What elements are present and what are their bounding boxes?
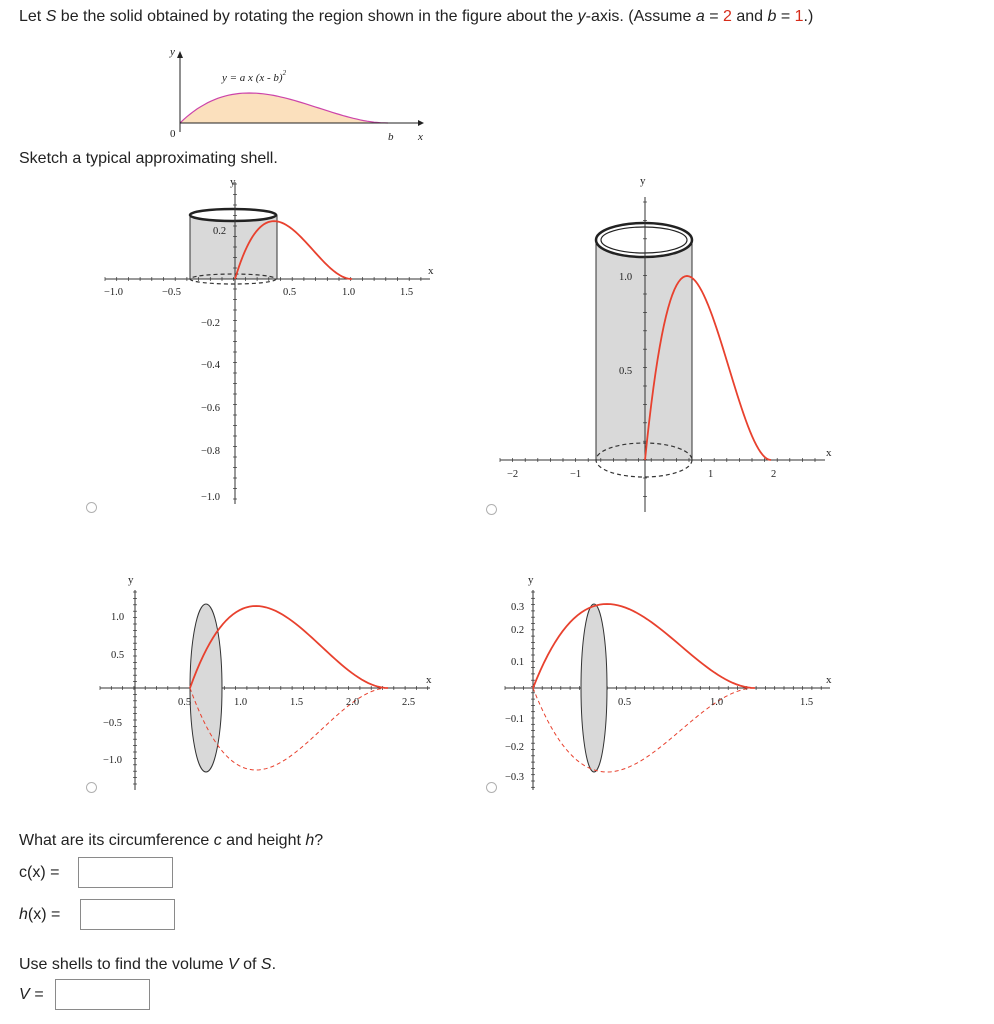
option-a-y-tick-label: −0.6	[201, 403, 221, 414]
option-b-x-tick-label: −1	[570, 469, 582, 480]
option-d-y-tick-label: −0.2	[505, 742, 525, 753]
option-b-graph	[490, 172, 850, 517]
option-c-graph	[90, 570, 450, 800]
intro-a-var: a	[695, 8, 705, 25]
option-d-x-label: x	[826, 674, 832, 686]
region-equation: y = a x (x - b)$^2$	[222, 69, 287, 84]
v-label-text: V =	[19, 986, 44, 1003]
region-figure	[150, 40, 450, 150]
option-a-radio[interactable]	[86, 502, 97, 513]
option-b-y-label: y	[640, 175, 646, 187]
option-a-y-tick-label: −0.8	[201, 446, 221, 457]
region-origin-label: 0	[170, 128, 176, 140]
option-b-x-tick-label: −2	[507, 469, 519, 480]
option-c-shell	[190, 604, 222, 772]
option-c-radio[interactable]	[86, 782, 97, 793]
a-value: 2	[723, 8, 732, 25]
volume-v-var: V	[228, 956, 239, 973]
option-a-x-label: x	[428, 265, 434, 277]
option-c-y-label: y	[128, 574, 134, 586]
region-x-arrow	[418, 120, 424, 126]
region-b-label: b	[388, 131, 394, 143]
option-a-graph	[90, 172, 450, 517]
intro-y-var: y	[577, 8, 586, 25]
option-d-curve-top	[533, 604, 755, 688]
intro-and: and	[731, 8, 768, 25]
intro-eq1: =	[704, 8, 723, 25]
option-c-y-tick-label: −1.0	[103, 755, 123, 766]
v-input[interactable]	[55, 979, 150, 1010]
option-c-y-tick-label: 0.5	[111, 650, 125, 661]
sketch-prompt: Sketch a typical approximating shell.	[19, 150, 278, 167]
circ-text-after: ?	[314, 832, 324, 849]
region-y-label: y	[170, 46, 175, 58]
intro-axis-word: -axis. (Assume	[585, 8, 696, 25]
option-c-x-tick-label: 0.5	[178, 697, 192, 708]
c-input[interactable]	[78, 857, 173, 888]
option-a-y-tick-label: −1.0	[201, 492, 221, 503]
circ-h-var: h	[305, 832, 315, 849]
volume-mid: of	[238, 956, 261, 973]
option-b-radio[interactable]	[486, 504, 497, 515]
option-a-x-tick-label: −1.0	[104, 287, 124, 298]
option-a-x-tick-label: −0.5	[162, 287, 182, 298]
option-d-x-tick-label: 1.0	[710, 697, 724, 708]
option-b-y-tick-label: 0.5	[619, 366, 633, 377]
intro-close: .)	[803, 8, 814, 25]
h-label-fn: h	[19, 906, 28, 923]
option-a-shell-top	[190, 209, 276, 221]
option-d-y-tick-label: 0.3	[511, 602, 525, 613]
c-label-fn: c	[19, 864, 27, 881]
option-a-x-tick-label: 1.5	[400, 287, 414, 298]
volume-before: Use shells to find the volume	[19, 956, 228, 973]
option-d-y-tick-label: −0.1	[505, 714, 525, 725]
volume-after: .	[271, 956, 277, 973]
option-c-x-tick-label: 2.0	[346, 697, 360, 708]
intro-b-var: b	[767, 8, 777, 25]
intro-mid: be the solid obtained by rotating the region shown in the figure about the	[56, 8, 578, 25]
option-a-y-label: y	[230, 176, 236, 188]
option-b-shell-top	[596, 223, 692, 257]
option-a-y-tick-label: −0.4	[201, 360, 221, 371]
question-intro	[19, 8, 813, 26]
circumference-question	[19, 832, 323, 850]
volume-prompt	[19, 956, 276, 974]
option-d-y-label: y	[528, 574, 534, 586]
v-label	[19, 986, 43, 1004]
option-b-shell-body	[596, 240, 692, 460]
circ-text-before: What are its circumference	[19, 832, 214, 849]
option-d-x-tick-label: 1.5	[800, 697, 814, 708]
option-a-x-tick-label: 0.5	[283, 287, 297, 298]
circ-c-var: c	[213, 832, 222, 849]
option-c-x-label: x	[426, 674, 432, 686]
option-c-y-tick-label: 1.0	[111, 612, 125, 623]
c-label	[19, 864, 59, 882]
option-a-x-tick-label: 1.0	[342, 287, 356, 298]
option-b-x-tick-label: 2	[771, 469, 777, 480]
option-d-x-tick-label: 0.5	[618, 697, 632, 708]
circ-text-mid: and height	[221, 832, 306, 849]
h-label-arg: (x) =	[27, 906, 61, 923]
option-c-x-tick-label: 1.5	[290, 697, 304, 708]
intro-s-var: S	[45, 8, 57, 25]
option-a-y-tick-label: 0.2	[213, 226, 227, 237]
h-label	[19, 906, 60, 924]
option-c-x-tick-label: 2.5	[402, 697, 416, 708]
option-c-y-tick-label: −0.5	[103, 718, 123, 729]
intro-eq2: =	[776, 8, 795, 25]
region-x-label: x	[418, 131, 423, 143]
h-input[interactable]	[80, 899, 175, 930]
option-b-x-tick-label: 1	[708, 469, 714, 480]
option-d-y-tick-label: 0.1	[511, 657, 525, 668]
option-d-shell	[581, 604, 607, 772]
option-c-x-tick-label: 1.0	[234, 697, 248, 708]
intro-prefix: Let	[19, 8, 46, 25]
option-d-y-tick-label: 0.2	[511, 625, 525, 636]
option-d-graph	[490, 570, 850, 800]
option-a-y-tick-label: −0.2	[201, 318, 221, 329]
volume-s-var: S	[260, 956, 272, 973]
b-value: 1	[794, 8, 804, 25]
option-d-radio[interactable]	[486, 782, 497, 793]
option-b-y-tick-label: 1.0	[619, 272, 633, 283]
option-d-y-tick-label: −0.3	[505, 772, 525, 783]
region-y-arrow	[177, 51, 183, 58]
option-b-x-label: x	[826, 447, 832, 459]
c-label-arg: (x) =	[27, 864, 60, 881]
